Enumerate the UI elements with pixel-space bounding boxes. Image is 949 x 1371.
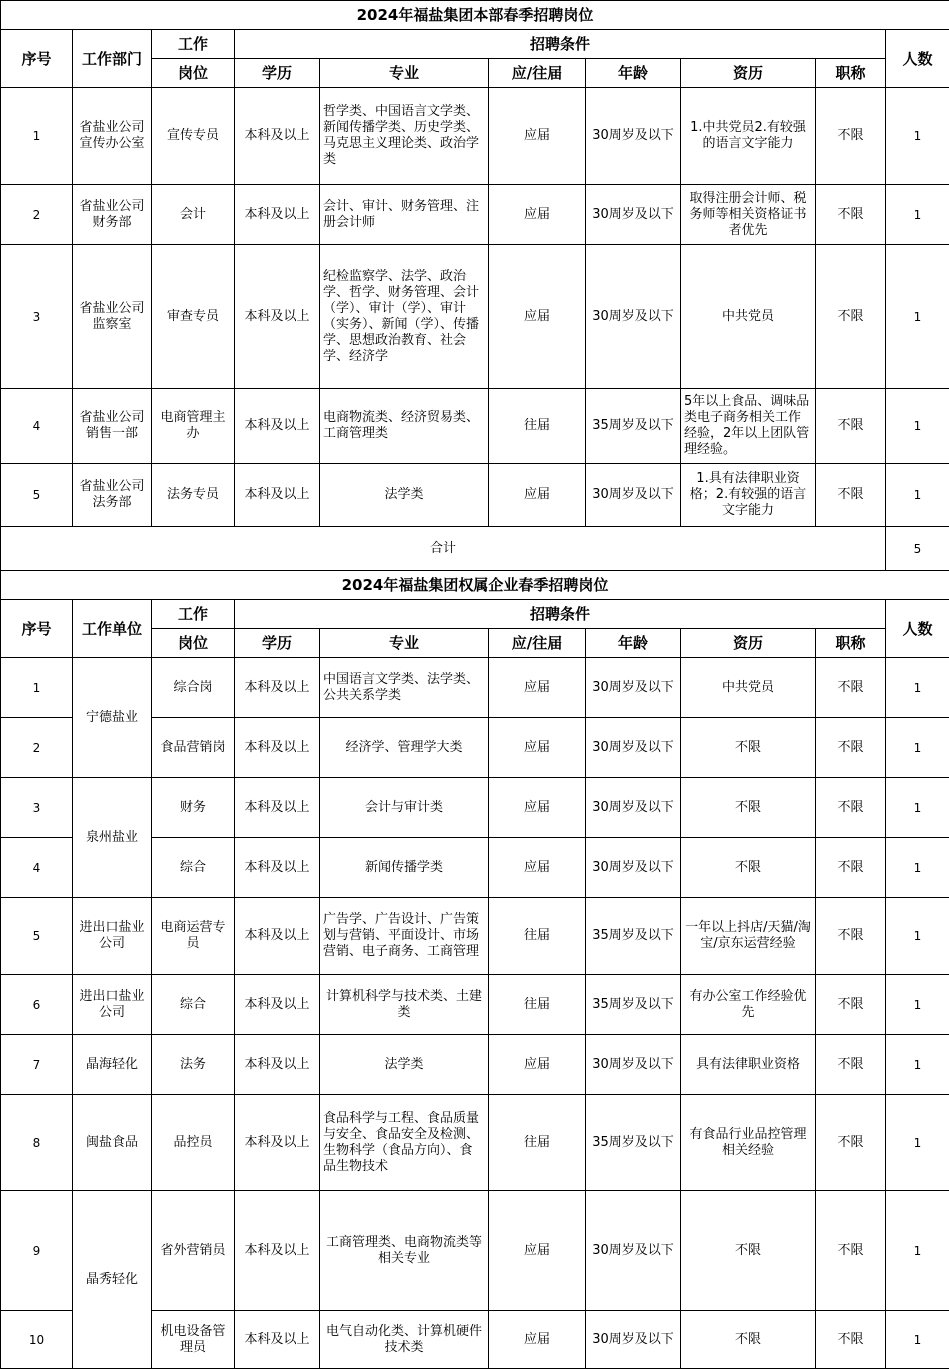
cell-count: 1 [886,1095,949,1191]
cell-rank: 不限 [816,389,886,464]
cell-dept: 省盐业公司宣传办公室 [73,88,152,185]
cell-seq: 7 [1,1035,73,1095]
cell-seq: 10 [1,1311,73,1369]
cell-rank: 不限 [816,185,886,245]
cell-unit: 晶海轻化 [73,1035,152,1095]
cell-post: 综合岗 [152,658,235,718]
cell-grad: 应届 [489,1311,586,1369]
cell-major: 经济学、管理学大类 [320,718,489,778]
cell-rank: 不限 [816,778,886,838]
cell-exp: 中共党员 [681,245,816,389]
cell-seq: 1 [1,658,73,718]
cell-rank: 不限 [816,975,886,1035]
cell-post: 综合 [152,975,235,1035]
cell-edu: 本科及以上 [235,1035,320,1095]
total-label: 合计 [1,527,886,571]
cell-exp: 不限 [681,778,816,838]
table-row [1,975,949,1035]
cell-grad: 应届 [489,245,586,389]
cell-age: 35周岁及以下 [586,389,681,464]
table-row [1,1095,949,1191]
cell-exp: 不限 [681,838,816,898]
table-row [1,898,949,975]
header-edu: 学历 [235,59,320,88]
cell-post: 综合 [152,838,235,898]
header-count: 人数 [886,30,949,88]
cell-exp: 取得注册会计师、税务师等相关资格证书者优先 [681,185,816,245]
cell-major: 中国语言文学类、法学类、公共关系学类 [320,658,489,718]
cell-count: 1 [886,1035,949,1095]
cell-seq: 5 [1,464,73,527]
cell-age: 30周岁及以下 [586,245,681,389]
cell-rank: 不限 [816,898,886,975]
cell-age: 30周岁及以下 [586,1311,681,1369]
cell-age: 30周岁及以下 [586,778,681,838]
cell-exp: 有办公室工作经验优先 [681,975,816,1035]
header-seq: 序号 [1,30,73,88]
header-post-top: 工作 [152,600,235,629]
cell-major: 纪检监察学、法学、政治学、哲学、财务管理、会计（学）、审计（学）、审计（实务）、新闻（学）、传播学、思想政治教育、社会学、经济学 [320,245,489,389]
cell-post: 财务 [152,778,235,838]
cell-grad: 往届 [489,389,586,464]
cell-count: 1 [886,838,949,898]
header-conditions: 招聘条件 [235,600,886,629]
cell-grad: 往届 [489,1095,586,1191]
cell-edu: 本科及以上 [235,838,320,898]
cell-rank: 不限 [816,1095,886,1191]
cell-seq: 1 [1,88,73,185]
cell-rank: 不限 [816,88,886,185]
cell-major: 食品科学与工程、食品质量与安全、食品安全及检测、生物科学（食品方向）、食品生物技术 [320,1095,489,1191]
cell-seq: 3 [1,245,73,389]
header-age: 年龄 [586,629,681,658]
cell-count: 1 [886,464,949,527]
cell-age: 30周岁及以下 [586,1035,681,1095]
cell-grad: 应届 [489,778,586,838]
cell-rank: 不限 [816,718,886,778]
cell-seq: 3 [1,778,73,838]
cell-dept: 省盐业公司财务部 [73,185,152,245]
cell-count: 1 [886,88,949,185]
cell-edu: 本科及以上 [235,898,320,975]
header-grad: 应/往届 [489,629,586,658]
cell-exp: 中共党员 [681,658,816,718]
cell-count: 1 [886,389,949,464]
cell-edu: 本科及以上 [235,1311,320,1369]
cell-unit: 宁德盐业 [73,658,152,778]
header-seq: 序号 [1,600,73,658]
header-post: 岗位 [152,629,235,658]
section2-title: 2024年福盐集团权属企业春季招聘岗位 [1,571,949,600]
cell-edu: 本科及以上 [235,185,320,245]
cell-grad: 往届 [489,898,586,975]
cell-post: 食品营销岗 [152,718,235,778]
cell-post: 法务专员 [152,464,235,527]
table-row [1,389,949,464]
cell-edu: 本科及以上 [235,658,320,718]
header-exp: 资历 [681,629,816,658]
cell-unit: 晶秀轻化 [73,1191,152,1369]
cell-major: 电气自动化类、计算机硬件技术类 [320,1311,489,1369]
cell-exp: 不限 [681,718,816,778]
cell-age: 35周岁及以下 [586,898,681,975]
header-major: 专业 [320,629,489,658]
cell-age: 30周岁及以下 [586,464,681,527]
header-rank: 职称 [816,59,886,88]
cell-edu: 本科及以上 [235,245,320,389]
cell-post: 电商运营专员 [152,898,235,975]
header-conditions: 招聘条件 [235,30,886,59]
cell-edu: 本科及以上 [235,975,320,1035]
cell-rank: 不限 [816,658,886,718]
cell-age: 35周岁及以下 [586,1095,681,1191]
cell-count: 1 [886,245,949,389]
cell-exp: 1.中共党员2.有较强的语言文字能力 [681,88,816,185]
cell-age: 30周岁及以下 [586,88,681,185]
cell-major: 会计与审计类 [320,778,489,838]
cell-age: 30周岁及以下 [586,185,681,245]
cell-edu: 本科及以上 [235,464,320,527]
cell-grad: 应届 [489,658,586,718]
header-edu: 学历 [235,629,320,658]
table-row [1,778,949,838]
cell-seq: 4 [1,389,73,464]
cell-edu: 本科及以上 [235,1095,320,1191]
cell-seq: 4 [1,838,73,898]
cell-edu: 本科及以上 [235,1191,320,1311]
table-row [1,185,949,245]
cell-major: 广告学、广告设计、广告策划与营销、平面设计、市场营销、电子商务、工商管理 [320,898,489,975]
cell-major: 会计、审计、财务管理、注册会计师 [320,185,489,245]
cell-age: 30周岁及以下 [586,658,681,718]
table-row [1,658,949,718]
cell-exp: 不限 [681,1311,816,1369]
cell-rank: 不限 [816,838,886,898]
cell-dept: 省盐业公司法务部 [73,464,152,527]
header-rank: 职称 [816,629,886,658]
cell-exp: 1.具有法律职业资格；2.有较强的语言文字能力 [681,464,816,527]
total-value: 5 [886,527,949,571]
cell-age: 30周岁及以下 [586,838,681,898]
table-row [1,464,949,527]
cell-exp: 一年以上抖店/天猫/淘宝/京东运营经验 [681,898,816,975]
header-exp: 资历 [681,59,816,88]
cell-grad: 应届 [489,464,586,527]
cell-unit: 进出口盐业公司 [73,975,152,1035]
header-major: 专业 [320,59,489,88]
cell-count: 1 [886,185,949,245]
cell-dept: 省盐业公司销售一部 [73,389,152,464]
cell-count: 1 [886,898,949,975]
cell-grad: 应届 [489,185,586,245]
cell-exp: 不限 [681,1191,816,1311]
cell-seq: 6 [1,975,73,1035]
cell-grad: 往届 [489,975,586,1035]
cell-count: 1 [886,778,949,838]
cell-post: 省外营销员 [152,1191,235,1311]
cell-major: 工商管理类、电商物流类等相关专业 [320,1191,489,1311]
table-row [1,245,949,389]
header-dept: 工作部门 [73,30,152,88]
cell-count: 1 [886,718,949,778]
table-row [1,1191,949,1311]
header-post: 岗位 [152,59,235,88]
cell-edu: 本科及以上 [235,389,320,464]
cell-grad: 应届 [489,1035,586,1095]
cell-seq: 8 [1,1095,73,1191]
cell-rank: 不限 [816,1311,886,1369]
header-unit: 工作单位 [73,600,152,658]
cell-post: 法务 [152,1035,235,1095]
cell-post: 电商管理主办 [152,389,235,464]
cell-post: 审查专员 [152,245,235,389]
cell-exp: 5年以上食品、调味品类电子商务相关工作经验，2年以上团队管理经验。 [681,389,816,464]
table-row [1,1035,949,1095]
cell-grad: 应届 [489,718,586,778]
cell-major: 法学类 [320,1035,489,1095]
cell-exp: 有食品行业品控管理相关经验 [681,1095,816,1191]
cell-age: 35周岁及以下 [586,975,681,1035]
cell-rank: 不限 [816,245,886,389]
cell-major: 法学类 [320,464,489,527]
cell-age: 30周岁及以下 [586,1191,681,1311]
cell-edu: 本科及以上 [235,718,320,778]
header-post-top: 工作 [152,30,235,59]
cell-seq: 9 [1,1191,73,1311]
cell-post: 机电设备管理员 [152,1311,235,1369]
cell-major: 计算机科学与技术类、土建类 [320,975,489,1035]
cell-rank: 不限 [816,464,886,527]
header-grad: 应/往届 [489,59,586,88]
cell-dept: 省盐业公司监察室 [73,245,152,389]
cell-major: 哲学类、中国语言文学类、新闻传播学类、历史学类、马克思主义理论类、政治学类 [320,88,489,185]
cell-count: 1 [886,658,949,718]
cell-grad: 应届 [489,88,586,185]
cell-exp: 具有法律职业资格 [681,1035,816,1095]
cell-major: 电商物流类、经济贸易类、工商管理类 [320,389,489,464]
cell-post: 品控员 [152,1095,235,1191]
cell-unit: 进出口盐业公司 [73,898,152,975]
cell-seq: 2 [1,185,73,245]
header-count: 人数 [886,600,949,658]
cell-post: 会计 [152,185,235,245]
cell-rank: 不限 [816,1191,886,1311]
cell-count: 1 [886,1311,949,1369]
cell-age: 30周岁及以下 [586,718,681,778]
total-row [1,527,949,571]
cell-post: 宣传专员 [152,88,235,185]
section1-title: 2024年福盐集团本部春季招聘岗位 [1,1,949,30]
cell-unit: 闽盐食品 [73,1095,152,1191]
cell-major: 新闻传播学类 [320,838,489,898]
cell-edu: 本科及以上 [235,88,320,185]
cell-seq: 5 [1,898,73,975]
cell-grad: 应届 [489,1191,586,1311]
cell-rank: 不限 [816,1035,886,1095]
cell-edu: 本科及以上 [235,778,320,838]
cell-count: 1 [886,1191,949,1311]
cell-unit: 泉州盐业 [73,778,152,898]
cell-grad: 应届 [489,838,586,898]
table-row [1,88,949,185]
header-age: 年龄 [586,59,681,88]
cell-count: 1 [886,975,949,1035]
cell-seq: 2 [1,718,73,778]
